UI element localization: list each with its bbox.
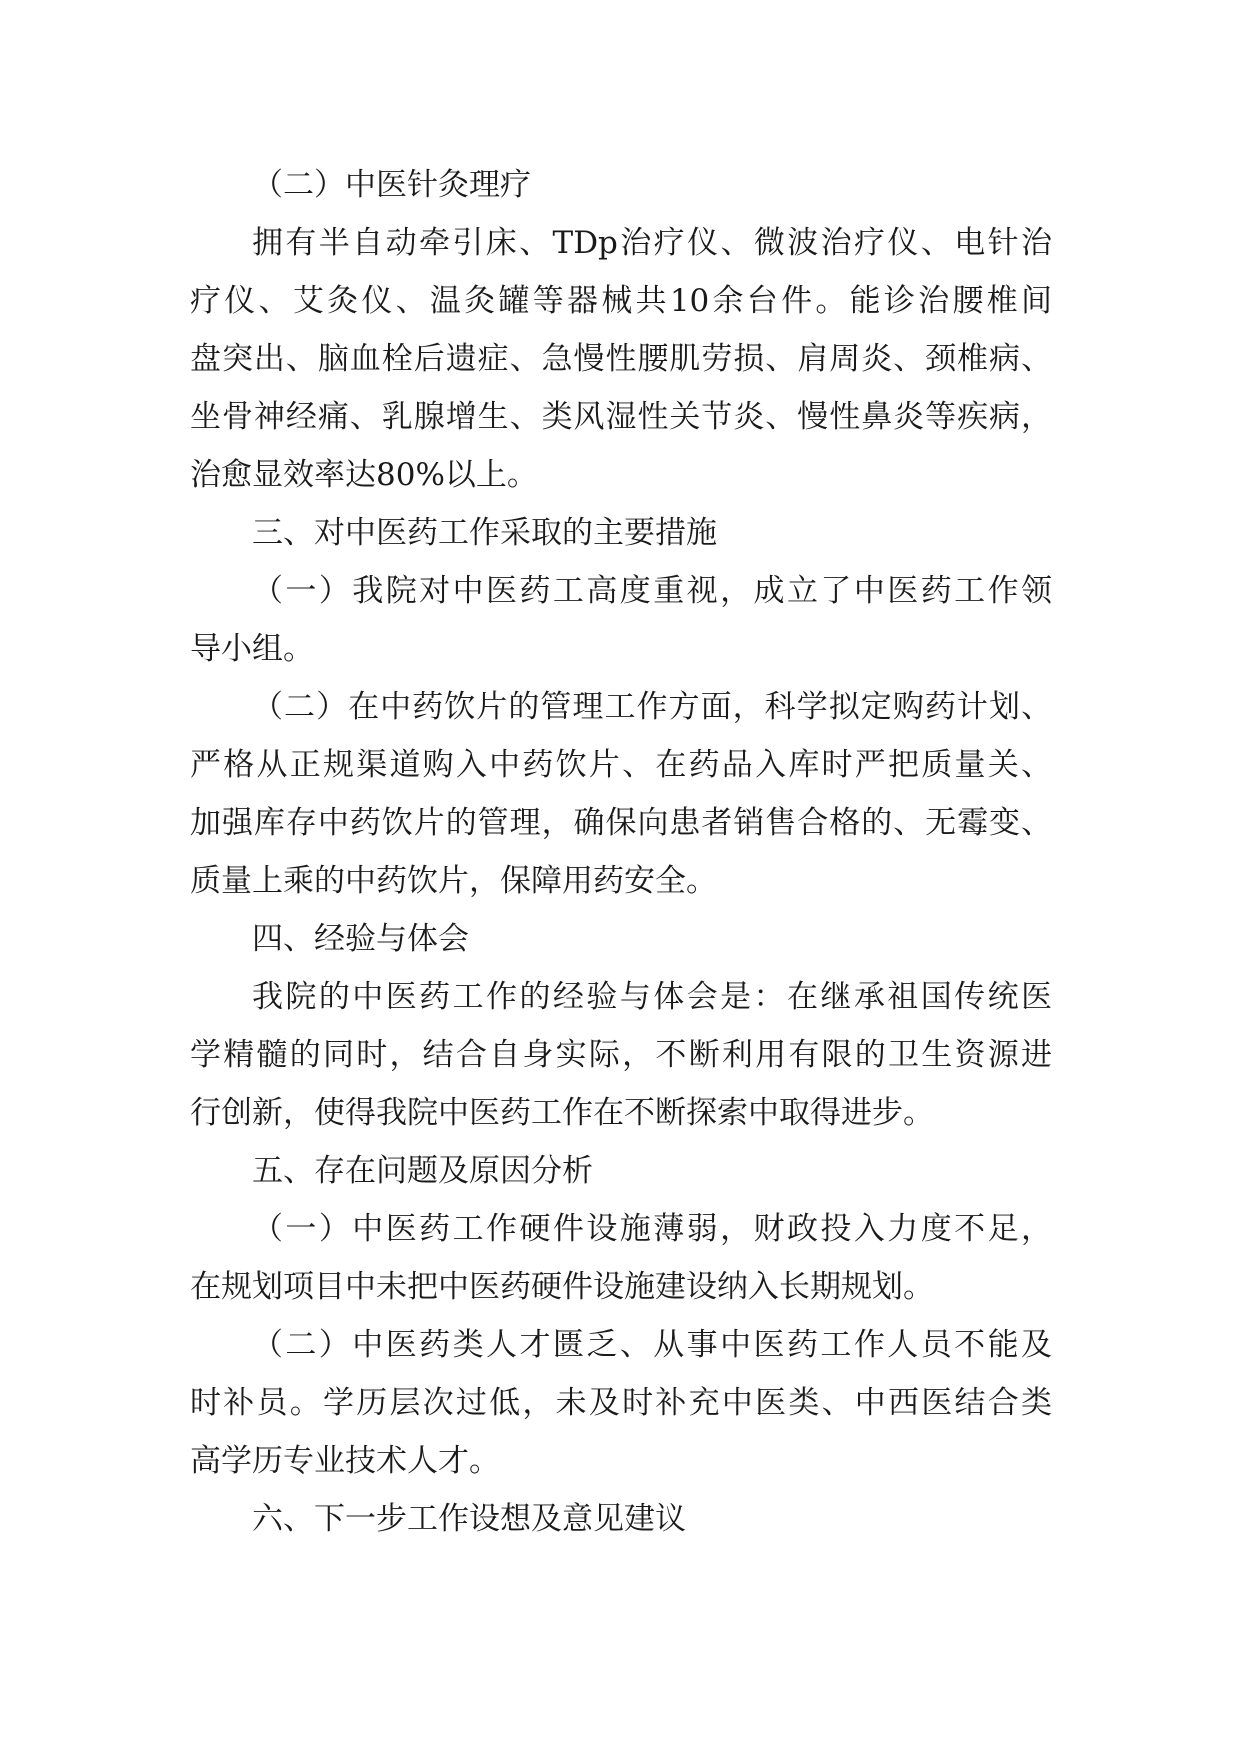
paragraph-line: 严格从正规渠道购入中药饮片、在药品入库时严把质量关、 (190, 747, 1052, 783)
paragraph-line: （二）中医药类人才匮乏、从事中医药工作人员不能及 (252, 1327, 1052, 1363)
paragraph-line: 质量上乘的中药饮片，保障用药安全。 (190, 863, 717, 899)
paragraph-line: 加强库存中药饮片的管理，确保向患者销售合格的、无霉变、 (190, 805, 1052, 841)
paragraph-line: 治愈显效率达80%以上。 (190, 457, 538, 493)
paragraph-line: 导小组。 (190, 631, 314, 667)
section-heading-measures: 三、对中医药工作采取的主要措施 (252, 515, 717, 551)
paragraph-line: 疗仪、艾灸仪、温灸罐等器械共10余台件。能诊治腰椎间 (190, 283, 1052, 319)
section-heading-problems: 五、存在问题及原因分析 (252, 1153, 593, 1189)
paragraph-line: 盘突出、脑血栓后遗症、急慢性腰肌劳损、肩周炎、颈椎病、 (190, 341, 1052, 377)
paragraph-line: 行创新，使得我院中医药工作在不断探索中取得进步。 (190, 1095, 934, 1131)
paragraph-line: 我院的中医药工作的经验与体会是：在继承祖国传统医 (252, 979, 1052, 1015)
paragraph-line: （一）我院对中医药工高度重视，成立了中医药工作领 (252, 573, 1052, 609)
paragraph-line: 学精髓的同时，结合自身实际，不断利用有限的卫生资源进 (190, 1037, 1052, 1073)
section-heading-experience: 四、经验与体会 (252, 921, 469, 957)
paragraph-line: （一）中医药工作硬件设施薄弱，财政投入力度不足， (252, 1211, 1052, 1247)
paragraph-line: （二）在中药饮片的管理工作方面，科学拟定购药计划、 (252, 689, 1052, 725)
paragraph-line: 时补员。学历层次过低，未及时补充中医类、中西医结合类 (190, 1385, 1052, 1421)
paragraph-line: 坐骨神经痛、乳腺增生、类风湿性关节炎、慢性鼻炎等疾病， (190, 399, 1052, 435)
paragraph-line: 拥有半自动牵引床、TDp治疗仪、微波治疗仪、电针治 (252, 225, 1052, 261)
section-heading-acupuncture: （二）中医针灸理疗 (252, 167, 531, 203)
paragraph-line: 在规划项目中未把中医药硬件设施建设纳入长期规划。 (190, 1269, 934, 1305)
paragraph-line: 高学历专业技术人才。 (190, 1443, 500, 1479)
section-heading-next-steps: 六、下一步工作设想及意见建议 (252, 1501, 686, 1537)
